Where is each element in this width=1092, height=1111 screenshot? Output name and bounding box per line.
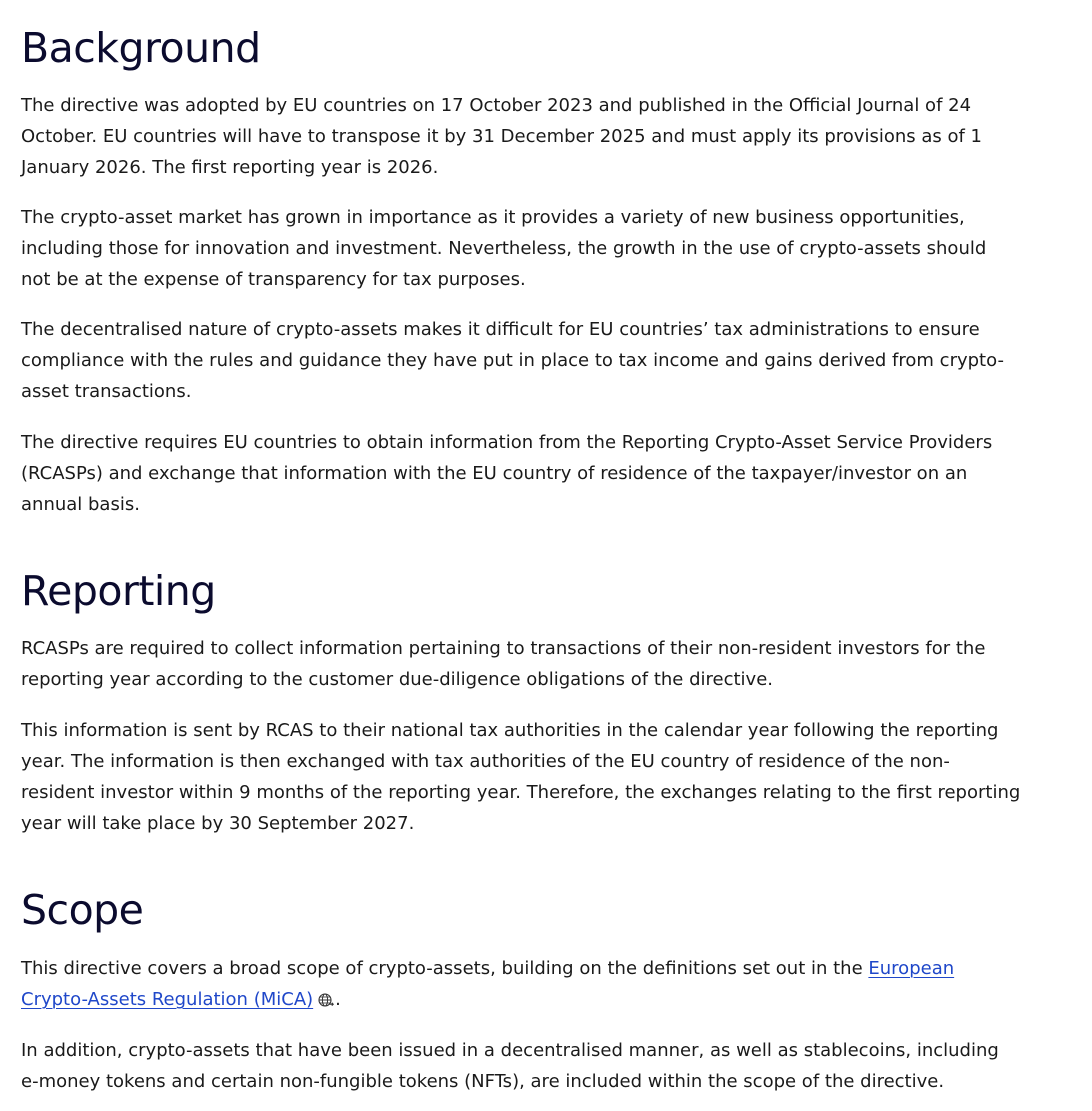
paragraph-scope-intro: [21, 953, 1021, 1015]
heading-scope: Scope: [21, 886, 144, 934]
scope-text-after-link: .: [335, 989, 341, 1010]
paragraph: The decentralised nature of crypto-assets makes it difficult for EU countries’ tax administrations to ensure compliance with the rules and guidance they have put in place to tax income and gains derived from crypto-asset transactions.: [21, 319, 1004, 402]
paragraph: The directive requires EU countries to obtain information from the Reporting Crypto-Asset Service Providers (RCASPs) and exchange that information with the EU country of residence of the taxpayer/investor on an annual basis.: [21, 432, 993, 515]
heading-background: Background: [21, 24, 261, 72]
scope-text-before-link: This directive covers a broad scope of crypto-assets, building on the definitions set out in the: [21, 958, 869, 979]
globe-external-icon: [317, 991, 335, 1009]
paragraph: This information is sent by RCAS to their national tax authorities in the calendar year following the reporting year. The information is then exchanged with tax authorities of the EU country of residence of the non-resident investor within 9 months of the reporting year. Therefore, the exchanges relating to the first reporting year will take place by 30 September 2027.: [21, 720, 1021, 834]
paragraph: The crypto-asset market has grown in importance as it provides a variety of new business opportunities, including those for innovation and investment. Nevertheless, the growth in the use of crypto-assets should not be at the expense of transparency for tax purposes.: [21, 207, 987, 290]
paragraph: In addition, crypto-assets that have been issued in a decentralised manner, as well as stablecoins, including e-money tokens and certain non-fungible tokens (NFTs), are included within the scope of the directive.: [21, 1040, 999, 1092]
paragraph: The directive was adopted by EU countries on 17 October 2023 and published in the Official Journal of 24 October. EU countries will have to transpose it by 31 December 2025 and must apply its provisions as of 1 January 2026. The first reporting year is 2026.: [21, 95, 983, 178]
heading-reporting: Reporting: [21, 567, 216, 615]
paragraph: RCASPs are required to collect information pertaining to transactions of their non-resident investors for the reporting year according to the customer due-diligence obligations of the directive.: [21, 638, 986, 690]
mica-regulation-link[interactable]: European Crypto-Assets Regulation (MiCA): [21, 958, 955, 1010]
